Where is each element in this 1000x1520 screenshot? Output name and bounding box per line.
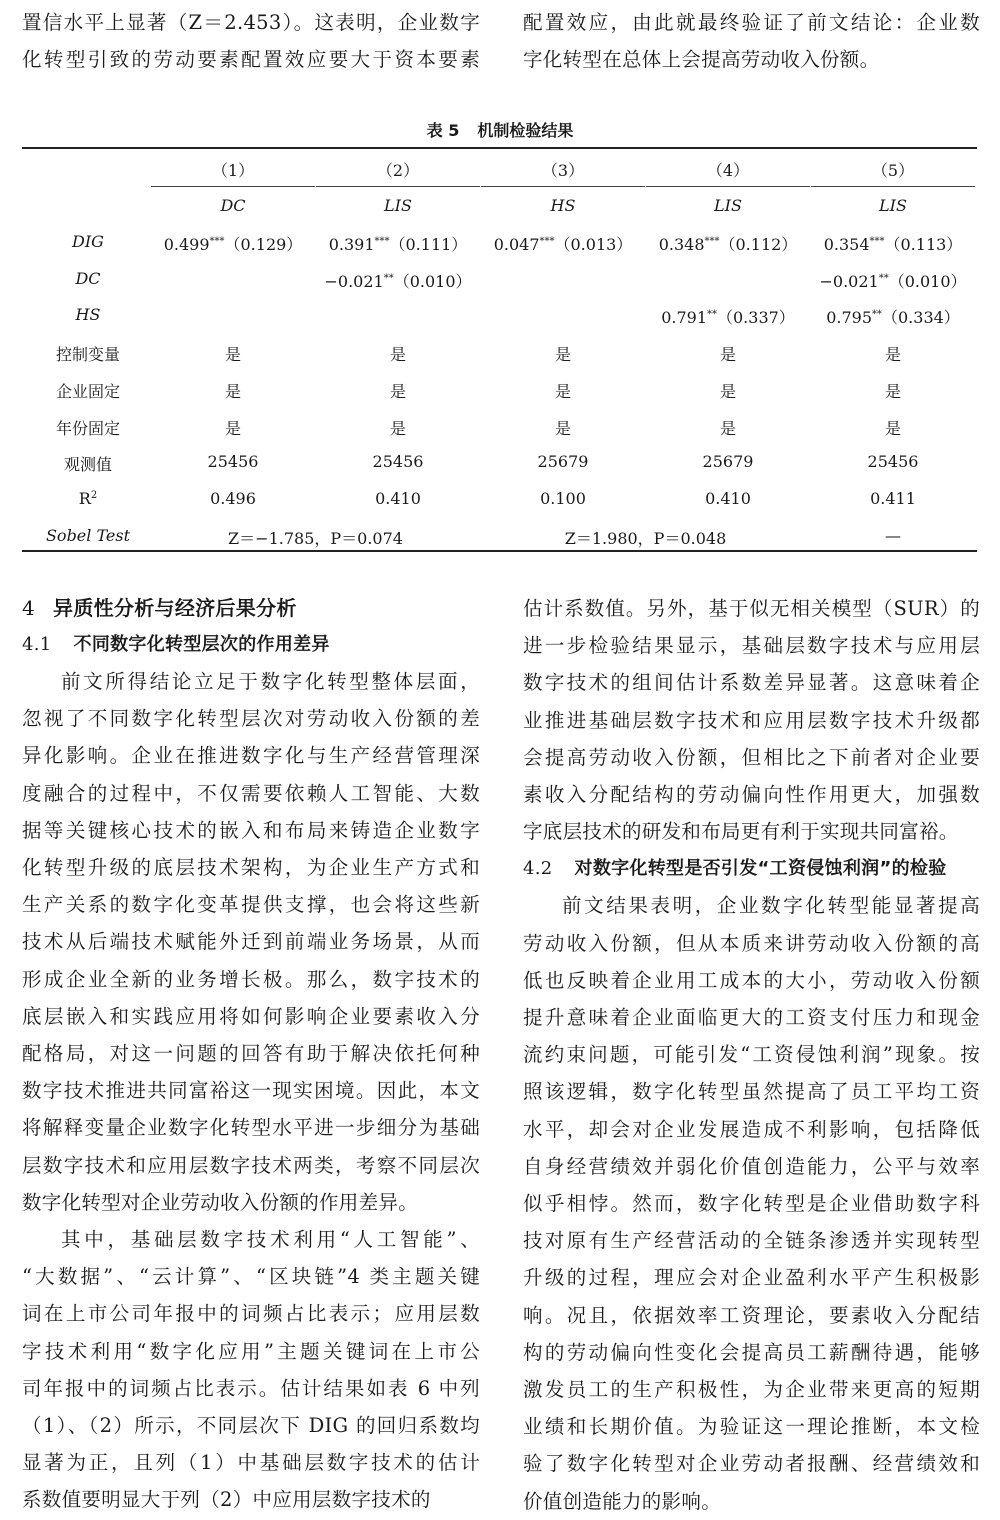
table-cell: 25456 (372, 452, 424, 472)
text-line: 形成企业全新的业务增长极。那么，数字技术的 (22, 967, 480, 991)
table-cell: 是 (719, 381, 736, 401)
subsection-number: 4.1 (22, 634, 52, 655)
column-depvar: HS (550, 196, 576, 215)
coefficient-cell (148, 232, 318, 255)
row-label (28, 416, 148, 439)
table-bottom-rule (22, 550, 977, 552)
coefficient-cell (808, 269, 978, 292)
table-cell: 是 (554, 381, 571, 401)
significance-stars: ** (707, 309, 717, 321)
paragraph (22, 1221, 480, 1519)
table-cell: 0.410 (705, 488, 751, 508)
subsection-title: 对数字化转型是否引发“工资侵蚀利润”的检验 (574, 858, 947, 880)
row-label-superscript: 2 (90, 489, 98, 501)
text-line: 素收入分配结构的劳动偏向性作用更大，加强数 (523, 783, 980, 807)
text-line: 业推进基础层数字技术和应用层数字技术升级都 (523, 708, 980, 732)
column-number: （3） (541, 161, 585, 180)
text-line: 流约束问题，可能引发“工资侵蚀利润”现象。按 (523, 1043, 980, 1067)
significance-stars: ** (872, 309, 882, 321)
row-label (28, 232, 148, 251)
row-label-text: DIG (72, 232, 104, 251)
coefficient-cell (313, 232, 483, 255)
table-cell: 25679 (537, 452, 589, 472)
significance-stars: ** (383, 272, 394, 284)
table-cell: 是 (389, 345, 406, 365)
text-line: 字化转型在总体上会提高劳动收入份额。 (523, 48, 880, 72)
table-cell: 是 (224, 418, 241, 438)
text-line: 数字技术的组间估计系数差异显著。这意味着企 (523, 671, 980, 695)
column-depvar: LIS (384, 196, 412, 215)
significance-stars: ** (878, 272, 889, 284)
text-line: 数字技术推进共同富裕这一现实困境。因此，本文 (22, 1079, 480, 1103)
row-label-text: 年份固定 (55, 418, 120, 438)
table-cell: 0.410 (375, 488, 421, 508)
standard-error: （0.334） (882, 308, 960, 328)
text-line: 价值创造能力的影响。 (523, 1489, 722, 1513)
table-cell: 0.411 (870, 488, 916, 508)
text-line: 业绩和长期价值。为验证这一理论推断，本文检 (523, 1415, 980, 1439)
coefficient-cell (643, 305, 813, 328)
column-number: （1） (211, 161, 255, 180)
column-number: （2） (376, 161, 420, 180)
standard-error: （0.010） (888, 271, 967, 291)
column-rule (316, 186, 480, 187)
standard-error: （0.010） (393, 271, 472, 291)
sobel-group1: Z＝−1.785，P＝0.074 (228, 528, 403, 548)
coefficient-value: 0.791 (661, 308, 707, 328)
table-cell: 0.100 (540, 488, 586, 508)
coefficient-value: −0.021 (324, 271, 384, 291)
text-line: 生产关系的数字化变革提供支撑，也会将这些新 (22, 893, 480, 917)
table-cell: 是 (224, 345, 241, 365)
table-cell: 是 (884, 381, 901, 401)
coefficient-cell (808, 232, 978, 255)
text-line: 提升意味着企业面临更大的工资支付压力和现金 (523, 1006, 980, 1030)
row-label-text: R (78, 488, 91, 508)
column-number: （5） (871, 161, 915, 180)
table-cell: 是 (554, 345, 571, 365)
table-cell: 是 (719, 418, 736, 438)
table-cell: 是 (224, 381, 241, 401)
table-cell: 25456 (207, 452, 259, 472)
text-line: 水平，却会对企业发展造成不利影响，包括降低 (523, 1117, 980, 1141)
row-label (28, 489, 148, 508)
sobel-group2: Z＝1.980，P＝0.048 (564, 528, 727, 548)
top-right-text (523, 4, 980, 78)
table-cell: 是 (389, 381, 406, 401)
standard-error: （0.013） (554, 235, 633, 254)
row-label (28, 379, 148, 402)
text-line: 验了数字化转型对企业劳动者报酬、经营绩效和 (523, 1452, 980, 1476)
column-rule (151, 186, 315, 187)
coefficient-value: 0.499 (163, 235, 210, 254)
table-cell: 是 (719, 345, 736, 365)
text-line: 底层嵌入和实践应用将如何影响企业要素收入分 (22, 1004, 480, 1028)
table-cell: 25456 (867, 452, 919, 472)
paragraph (22, 663, 480, 1221)
left-column-body (22, 590, 480, 1519)
text-line: 字技术利用“数字化应用”主题关键词在上市公 (22, 1339, 480, 1363)
paragraph (523, 590, 980, 850)
table-caption (0, 118, 1000, 141)
text-line: 显著为正，且列（1）中基础层数字技术的估计 (22, 1451, 480, 1475)
table-cell: 25679 (702, 452, 754, 472)
coefficient-value: 0.795 (826, 308, 872, 328)
text-line: 化转型升级的底层技术架构，为企业生产方式和 (22, 856, 480, 880)
text-line: 司年报中的词频占比表示。估计结果如表 6 中列 (22, 1376, 480, 1400)
section-heading-4 (22, 590, 480, 627)
significance-stars: *** (704, 236, 720, 247)
coefficient-value: 0.391 (328, 235, 375, 254)
significance-stars: *** (869, 236, 885, 247)
table-cell: 是 (884, 345, 901, 365)
text-line: 将解释变量企业数字化转型水平进一步细分为基础 (22, 1116, 480, 1140)
text-line: 其中，基础层数字技术利用“人工智能”、 (61, 1228, 480, 1252)
text-line: 异化影响。企业在推进数字化与生产经营管理深 (22, 744, 480, 768)
text-line: 配格局，对这一问题的回答有助于解决依托何种 (22, 1042, 480, 1066)
column-depvar: LIS (714, 196, 742, 215)
column-rule (811, 186, 975, 187)
text-line: （1）、（2）所示，不同层次下 DIG 的回归系数均 (22, 1414, 480, 1438)
subsection-number: 4.2 (523, 858, 553, 880)
row-label-text: DC (75, 268, 101, 288)
coefficient-value: 0.354 (823, 235, 870, 254)
sobel-label: Sobel Test (45, 525, 131, 545)
text-line: 技术从后端技术赋能外迁到前端业务场景，从而 (22, 930, 480, 954)
text-line: 响。况且，依据效率工资理论，要素收入分配结 (523, 1303, 980, 1327)
column-number: （4） (706, 161, 750, 180)
coefficient-value: 0.047 (493, 235, 540, 254)
row-label-text: HS (75, 305, 101, 325)
text-line: 激发员工的生产积极性，为企业带来更高的短期 (523, 1378, 980, 1402)
column-rule (481, 186, 645, 187)
text-line: 前文结果表明，企业数字化转型能显著提高 (562, 894, 980, 918)
column-rule (646, 186, 810, 187)
section-heading-4-2 (523, 850, 980, 887)
standard-error: （0.111） (389, 235, 468, 254)
coefficient-value: −0.021 (819, 271, 879, 291)
significance-stars: *** (374, 236, 390, 247)
table-cell: 0.496 (210, 488, 256, 508)
text-line: 数字化转型对企业劳动收入份额的作用差异。 (22, 1190, 419, 1214)
row-label-text: 控制变量 (55, 345, 120, 365)
table-caption-title: 机制检验结果 (477, 121, 574, 140)
section-heading-4-1 (22, 627, 480, 663)
column-depvar: DC (220, 196, 246, 215)
text-line: 低也反映着企业用工成本的大小，劳动收入份额 (523, 968, 980, 992)
text-line: 化转型引致的劳动要素配置效应要大于资本要素 (22, 48, 480, 72)
text-line: 升级的过程，理应会对企业盈利水平产生积极影 (523, 1266, 980, 1290)
text-line: 层数字技术和应用层数字技术两类，考察不同层次 (22, 1153, 480, 1177)
text-line: 词在上市公司年报中的词频占比表示；应用层数 (22, 1302, 480, 1326)
text-line: 系数值要明显大于列（2）中应用层数字技术的 (22, 1488, 431, 1512)
text-line: 构的劳动偏向性变化会提高员工薪酬待遇，能够 (523, 1340, 980, 1364)
column-depvar: LIS (879, 196, 907, 215)
coefficient-cell (313, 269, 483, 292)
coefficient-cell (643, 232, 813, 255)
row-label (28, 269, 148, 288)
table-cell: 是 (554, 418, 571, 438)
table-top-rule (22, 147, 977, 149)
coefficient-value: 0.348 (658, 235, 705, 254)
standard-error: （0.129） (224, 235, 303, 254)
standard-error: （0.113） (884, 235, 963, 254)
text-line: 配置效应，由此就最终验证了前文结论：企业数 (523, 11, 980, 34)
text-line: 似乎相悖。然而，数字化转型是企业借助数字科 (523, 1192, 980, 1216)
section-number: 4 (22, 596, 36, 620)
text-line: 技对原有生产经营活动的全链条渗透并实现转型 (523, 1229, 980, 1253)
subsection-title: 不同数字化转型层次的作用差异 (73, 634, 330, 655)
text-line: 会提高劳动收入份额，但相比之下前者对企业要 (523, 745, 980, 769)
table-cell: 是 (884, 418, 901, 438)
text-line: 估计系数值。另外，基于似无相关模型（SUR）的 (523, 597, 980, 620)
right-column-body (523, 590, 980, 1520)
coefficient-cell (478, 232, 648, 255)
row-label-text: 观测值 (63, 455, 112, 475)
standard-error: （0.112） (719, 235, 798, 254)
row-label (28, 452, 148, 475)
row-label (28, 305, 148, 324)
significance-stars: *** (539, 236, 555, 247)
section-title: 异质性分析与经济后果分析 (53, 596, 297, 620)
paragraph (523, 887, 980, 1519)
row-label (28, 342, 148, 365)
text-line: 忽视了不同数字化转型层次对劳动收入份额的差 (22, 707, 480, 731)
text-line: 照该逻辑，数字化转型虽然提高了员工平均工资 (523, 1080, 980, 1104)
row-label-text: 企业固定 (55, 381, 120, 401)
top-left-text (22, 4, 480, 78)
text-line: 劳动收入份额，但从本质来讲劳动收入份额的高 (523, 931, 980, 955)
text-line: 进一步检验结果显示，基础层数字技术与应用层 (523, 634, 980, 658)
text-line: 前文所得结论立足于数字化转型整体层面， (61, 670, 480, 693)
sobel-group3: — (885, 525, 901, 545)
table-caption-label: 表 5 (426, 121, 460, 140)
text-line: 据等关键核心技术的嵌入和布局来铸造企业数字 (22, 818, 480, 842)
text-line: 置信水平上显著（Z＝2.453）。这表明，企业数字 (22, 11, 480, 34)
text-line: 字底层技术的研发和布局更有利于实现共同富裕。 (523, 820, 959, 844)
standard-error: （0.337） (717, 308, 795, 328)
text-line: “大数据”、“云计算”、“区块链”4 类主题关键 (22, 1265, 480, 1289)
significance-stars: *** (209, 236, 225, 247)
text-line: 自身经营绩效并弱化价值创造能力，公平与效率 (523, 1154, 980, 1178)
coefficient-cell (808, 305, 978, 328)
table-cell: 是 (389, 418, 406, 438)
text-line: 度融合的过程中，不仅需要依赖人工智能、大数 (22, 781, 480, 805)
